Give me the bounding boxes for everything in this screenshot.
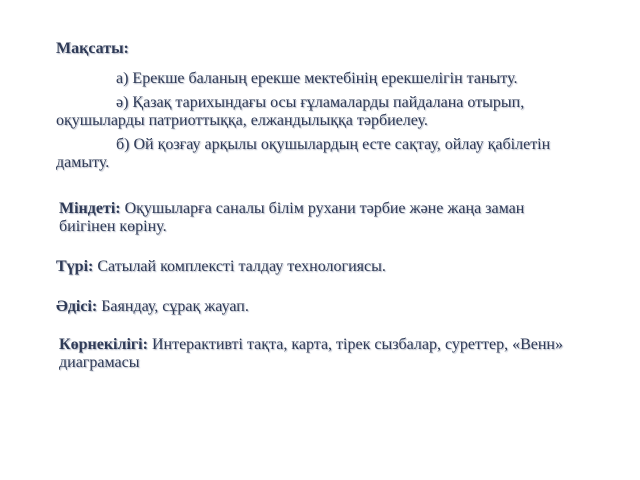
method-paragraph: [56, 298, 578, 316]
visuals-paragraph: [56, 336, 578, 372]
spacer: [56, 316, 578, 336]
type-text: Сатылай комплексті талдау технологиясы.: [93, 258, 386, 275]
method-text: Баяндау, сұрақ жауап.: [97, 298, 249, 315]
goal-item-a: а) Ерекше баланың ерекше мектебінің ерекшелігін таныту.: [116, 70, 518, 87]
type-paragraph: [56, 258, 578, 276]
goals-title: Мақсаты:: [56, 40, 129, 57]
goal-item-ae: ә) Қазақ тарихындағы осы ғұламаларды пайдалана отырып, оқушыларды патриоттыққа, елжандылыққа тәрбиелеу.: [56, 94, 525, 129]
spacer: [56, 276, 578, 298]
tasks-label: Міндеті:: [59, 200, 121, 217]
goal-item-b: б) Ой қозғау арқылы оқушылардың есте сақтау, ойлау қабілетін дамыту.: [56, 136, 551, 171]
tasks-text: Оқушыларға саналы білім рухани тәрбие және жаңа заман биігінен көріну.: [59, 200, 525, 235]
tasks-paragraph: [56, 200, 578, 236]
spacer: [56, 178, 578, 200]
type-label: Түрі:: [56, 258, 94, 275]
visuals-text: Интерактивті тақта, карта, тірек сызбалар, суреттер, «Венн» диаграмасы: [59, 336, 563, 371]
spacer: [56, 236, 578, 258]
visuals-label: Көрнекілігі:: [59, 336, 148, 353]
method-label: Әдісі:: [56, 298, 98, 315]
